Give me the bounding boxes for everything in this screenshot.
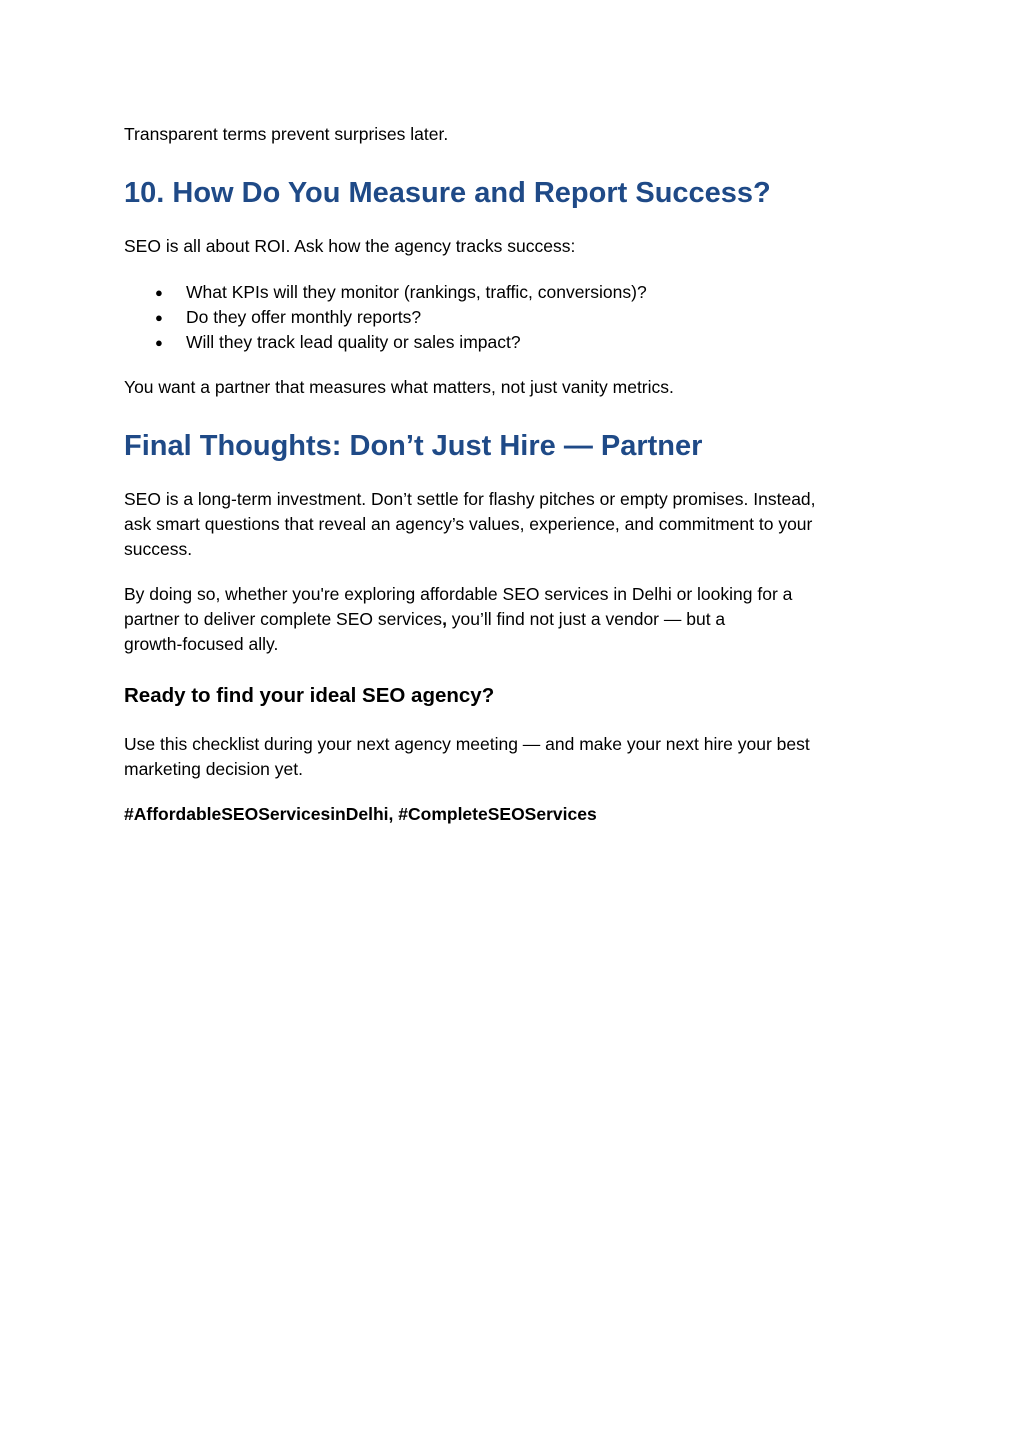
bullet-icon: ● bbox=[155, 285, 163, 300]
paragraph-line: SEO is a long-term investment. Don’t settle for flashy pitches or empty promises. Instead, bbox=[124, 489, 816, 509]
intro-line: Transparent terms prevent surprises later. bbox=[124, 124, 449, 144]
section-10-heading: 10. How Do You Measure and Report Success? bbox=[124, 177, 771, 209]
section-10-closing: You want a partner that measures what matters, not just vanity metrics. bbox=[124, 377, 674, 397]
hashtags: #AffordableSEOServicesinDelhi, #CompleteSEOServices bbox=[124, 804, 597, 824]
paragraph-line: Use this checklist during your next agency meeting — and make your next hire your best bbox=[124, 734, 810, 754]
kpi-bullet-list bbox=[124, 280, 884, 355]
bullet-icon: ● bbox=[155, 335, 163, 350]
paragraph-line: growth-focused ally. bbox=[124, 634, 279, 654]
final-thoughts-paragraph-2 bbox=[124, 582, 884, 657]
paragraph-line: By doing so, whether you're exploring affordable SEO services in Delhi or looking for a bbox=[124, 584, 793, 604]
list-item: ● Will they track lead quality or sales impact? bbox=[124, 330, 884, 355]
cta-paragraph bbox=[124, 732, 884, 782]
paragraph-line: ask smart questions that reveal an agency’s values, experience, and commitment to your bbox=[124, 514, 813, 534]
list-item: ● Do they offer monthly reports? bbox=[124, 305, 884, 330]
paragraph-line: partner to deliver complete SEO services, you’ll find not just a vendor — but a bbox=[124, 609, 726, 629]
final-thoughts-paragraph-1 bbox=[124, 487, 884, 562]
paragraph-line: success. bbox=[124, 539, 193, 559]
bullet-icon: ● bbox=[155, 310, 163, 325]
cta-heading: Ready to find your ideal SEO agency? bbox=[124, 684, 495, 707]
section-10-lead: SEO is all about ROI. Ask how the agency tracks success: bbox=[124, 236, 576, 256]
final-thoughts-heading: Final Thoughts: Don’t Just Hire — Partner bbox=[124, 430, 703, 462]
paragraph-line: marketing decision yet. bbox=[124, 759, 303, 779]
list-item: ● What KPIs will they monitor (rankings, traffic, conversions)? bbox=[124, 280, 884, 305]
